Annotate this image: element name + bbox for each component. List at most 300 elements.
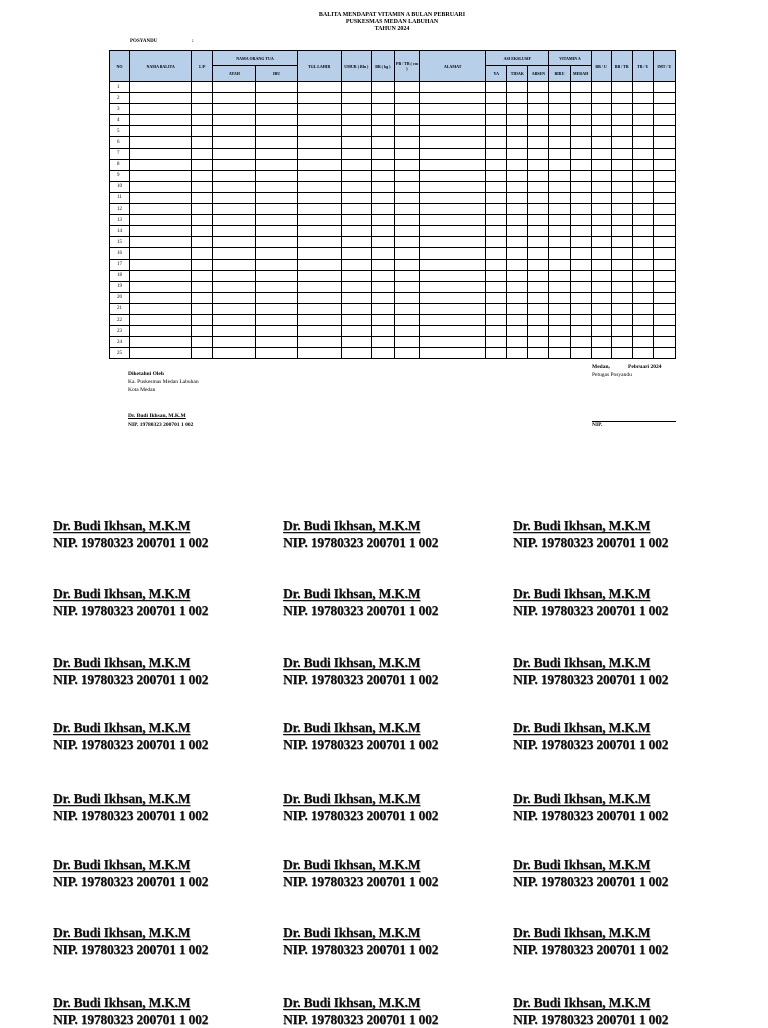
table-cell bbox=[611, 326, 632, 337]
row-number: 1 bbox=[110, 82, 130, 93]
stamp-nip: NIP. 19780323 200701 1 002 bbox=[513, 603, 669, 618]
table-cell bbox=[256, 314, 297, 325]
petugas-nip-label: NIP. bbox=[592, 422, 603, 428]
table-cell bbox=[611, 148, 632, 159]
table-cell bbox=[130, 148, 192, 159]
table-cell bbox=[341, 148, 371, 159]
table-cell bbox=[213, 237, 256, 248]
table-cell bbox=[486, 204, 507, 215]
table-cell bbox=[486, 326, 507, 337]
table-cell bbox=[341, 303, 371, 314]
row-number: 4 bbox=[110, 115, 130, 126]
table-row bbox=[110, 237, 676, 248]
row-number: 20 bbox=[110, 292, 130, 303]
stamp-name: Dr. Budi Ikhsan, M.K.M bbox=[53, 518, 191, 533]
table-cell bbox=[213, 93, 256, 104]
table-cell bbox=[653, 248, 675, 259]
stamp-name: Dr. Budi Ikhsan, M.K.M bbox=[53, 925, 191, 940]
table-cell bbox=[528, 93, 549, 104]
table-cell bbox=[341, 115, 371, 126]
header-tgl-lahir: TGL LAHIR bbox=[297, 51, 341, 82]
stamp-nip: NIP. 19780323 200701 1 002 bbox=[513, 808, 669, 823]
table-cell bbox=[507, 292, 528, 303]
table-cell bbox=[130, 281, 192, 292]
table-cell bbox=[591, 226, 611, 237]
stamp-block bbox=[513, 517, 668, 551]
table-cell bbox=[371, 93, 394, 104]
table-row bbox=[110, 93, 676, 104]
table-cell bbox=[192, 281, 213, 292]
table-cell bbox=[549, 326, 570, 337]
stamp-block bbox=[53, 585, 208, 619]
table-cell bbox=[341, 270, 371, 281]
stamp-block bbox=[53, 856, 208, 890]
stamp-block bbox=[513, 856, 668, 890]
table-cell bbox=[256, 192, 297, 203]
table-cell bbox=[256, 93, 297, 104]
table-cell bbox=[256, 348, 297, 359]
table-cell bbox=[297, 181, 341, 192]
header-biru: BIRU bbox=[549, 66, 570, 82]
table-cell bbox=[130, 303, 192, 314]
table-cell bbox=[486, 292, 507, 303]
table-cell bbox=[507, 215, 528, 226]
table-cell bbox=[507, 137, 528, 148]
table-cell bbox=[591, 204, 611, 215]
table-cell bbox=[632, 204, 653, 215]
table-cell bbox=[486, 337, 507, 348]
table-cell bbox=[213, 270, 256, 281]
table-cell bbox=[570, 215, 591, 226]
table-cell bbox=[528, 270, 549, 281]
table-cell bbox=[371, 192, 394, 203]
table-cell bbox=[653, 137, 675, 148]
table-cell bbox=[611, 137, 632, 148]
table-cell bbox=[213, 159, 256, 170]
table-cell bbox=[341, 93, 371, 104]
table-cell bbox=[213, 170, 256, 181]
table-cell bbox=[420, 204, 486, 215]
table-cell bbox=[611, 115, 632, 126]
table-cell bbox=[213, 337, 256, 348]
table-cell bbox=[394, 281, 419, 292]
table-cell bbox=[130, 115, 192, 126]
table-cell bbox=[130, 93, 192, 104]
table-cell bbox=[486, 192, 507, 203]
table-cell bbox=[213, 204, 256, 215]
table-cell bbox=[549, 259, 570, 270]
table-cell bbox=[130, 348, 192, 359]
table-cell bbox=[192, 104, 213, 115]
table-cell bbox=[297, 104, 341, 115]
table-cell bbox=[486, 248, 507, 259]
table-cell bbox=[591, 115, 611, 126]
table-cell bbox=[192, 248, 213, 259]
stamp-block bbox=[283, 654, 438, 688]
table-row bbox=[110, 115, 676, 126]
table-cell bbox=[528, 226, 549, 237]
posyandu-colon: : bbox=[192, 39, 194, 44]
table-cell bbox=[394, 204, 419, 215]
table-cell bbox=[371, 248, 394, 259]
table-cell bbox=[570, 303, 591, 314]
table-cell bbox=[341, 159, 371, 170]
table-cell bbox=[528, 181, 549, 192]
header-ibu: IBU bbox=[256, 66, 297, 82]
table-cell bbox=[507, 170, 528, 181]
table-cell bbox=[192, 337, 213, 348]
stamp-nip: NIP. 19780323 200701 1 002 bbox=[53, 942, 209, 957]
table-cell bbox=[611, 192, 632, 203]
table-cell bbox=[653, 159, 675, 170]
table-cell bbox=[256, 181, 297, 192]
table-cell bbox=[420, 148, 486, 159]
table-cell bbox=[341, 137, 371, 148]
table-cell bbox=[213, 104, 256, 115]
row-number: 16 bbox=[110, 248, 130, 259]
table-cell bbox=[297, 348, 341, 359]
table-cell bbox=[611, 303, 632, 314]
table-cell bbox=[653, 192, 675, 203]
table-cell bbox=[528, 204, 549, 215]
petugas-label: Petugas Posyandu bbox=[592, 372, 632, 378]
table-row bbox=[110, 137, 676, 148]
table-cell bbox=[213, 292, 256, 303]
header-tb-u: TB / U bbox=[632, 51, 653, 82]
table-cell bbox=[528, 303, 549, 314]
table-cell bbox=[486, 104, 507, 115]
doc-title-line2: PUSKESMAS MEDAN LABUHAN bbox=[345, 19, 439, 25]
table-cell bbox=[420, 82, 486, 93]
stamp-block bbox=[53, 517, 208, 551]
table-cell bbox=[507, 348, 528, 359]
table-cell bbox=[420, 93, 486, 104]
table-cell bbox=[653, 237, 675, 248]
table-cell bbox=[570, 237, 591, 248]
table-cell bbox=[528, 292, 549, 303]
table-cell bbox=[394, 303, 419, 314]
table-cell bbox=[549, 292, 570, 303]
table-cell bbox=[256, 237, 297, 248]
table-cell bbox=[192, 270, 213, 281]
table-cell bbox=[486, 270, 507, 281]
table-cell bbox=[256, 226, 297, 237]
stamp-name: Dr. Budi Ikhsan, M.K.M bbox=[53, 791, 191, 806]
table-cell bbox=[341, 126, 371, 137]
table-cell bbox=[341, 248, 371, 259]
stamp-block bbox=[53, 994, 208, 1028]
table-cell bbox=[591, 337, 611, 348]
table-cell bbox=[213, 281, 256, 292]
table-row bbox=[110, 159, 676, 170]
table-cell bbox=[570, 181, 591, 192]
table-row bbox=[110, 104, 676, 115]
stamp-name: Dr. Budi Ikhsan, M.K.M bbox=[283, 791, 421, 806]
stamp-name: Dr. Budi Ikhsan, M.K.M bbox=[53, 720, 191, 735]
table-cell bbox=[394, 159, 419, 170]
table-cell bbox=[507, 226, 528, 237]
table-cell bbox=[420, 104, 486, 115]
table-cell bbox=[297, 137, 341, 148]
table-cell bbox=[256, 170, 297, 181]
table-row bbox=[110, 181, 676, 192]
table-cell bbox=[420, 181, 486, 192]
table-cell bbox=[213, 215, 256, 226]
table-cell bbox=[130, 137, 192, 148]
header-tidak: TIDAK bbox=[507, 66, 528, 82]
table-cell bbox=[371, 137, 394, 148]
table-cell bbox=[528, 259, 549, 270]
table-cell bbox=[611, 237, 632, 248]
stamp-name: Dr. Budi Ikhsan, M.K.M bbox=[513, 791, 651, 806]
table-cell bbox=[371, 259, 394, 270]
table-cell bbox=[420, 226, 486, 237]
stamp-nip: NIP. 19780323 200701 1 002 bbox=[283, 603, 439, 618]
table-cell bbox=[371, 148, 394, 159]
table-cell bbox=[420, 137, 486, 148]
table-cell bbox=[420, 159, 486, 170]
row-number: 14 bbox=[110, 226, 130, 237]
table-cell bbox=[611, 292, 632, 303]
table-cell bbox=[507, 115, 528, 126]
table-cell bbox=[394, 170, 419, 181]
table-cell bbox=[130, 215, 192, 226]
table-cell bbox=[486, 215, 507, 226]
table-cell bbox=[528, 215, 549, 226]
table-cell bbox=[192, 115, 213, 126]
table-cell bbox=[130, 159, 192, 170]
table-cell bbox=[420, 259, 486, 270]
stamp-nip: NIP. 19780323 200701 1 002 bbox=[53, 737, 209, 752]
table-row bbox=[110, 348, 676, 359]
stamp-nip: NIP. 19780323 200701 1 002 bbox=[53, 672, 209, 687]
table-cell bbox=[632, 192, 653, 203]
table-cell bbox=[297, 270, 341, 281]
table-cell bbox=[653, 259, 675, 270]
table-cell bbox=[632, 137, 653, 148]
table-cell bbox=[507, 270, 528, 281]
table-cell bbox=[341, 337, 371, 348]
table-cell bbox=[486, 259, 507, 270]
table-cell bbox=[213, 137, 256, 148]
stamp-name: Dr. Budi Ikhsan, M.K.M bbox=[513, 518, 651, 533]
table-cell bbox=[507, 93, 528, 104]
table-cell bbox=[192, 159, 213, 170]
stamp-name: Dr. Budi Ikhsan, M.K.M bbox=[283, 655, 421, 670]
table-cell bbox=[570, 104, 591, 115]
stamp-block bbox=[283, 585, 438, 619]
row-number: 21 bbox=[110, 303, 130, 314]
stamp-nip: NIP. 19780323 200701 1 002 bbox=[53, 1012, 209, 1027]
table-cell bbox=[256, 248, 297, 259]
row-number: 17 bbox=[110, 259, 130, 270]
posyandu-field bbox=[130, 39, 194, 44]
stamp-nip: NIP. 19780323 200701 1 002 bbox=[513, 672, 669, 687]
table-row bbox=[110, 314, 676, 325]
table-cell bbox=[507, 192, 528, 203]
table-cell bbox=[341, 104, 371, 115]
table-cell bbox=[297, 326, 341, 337]
table-cell bbox=[341, 181, 371, 192]
table-row bbox=[110, 337, 676, 348]
table-cell bbox=[632, 181, 653, 192]
table-cell bbox=[371, 348, 394, 359]
table-cell bbox=[570, 159, 591, 170]
table-cell bbox=[611, 281, 632, 292]
table-row bbox=[110, 148, 676, 159]
table-cell bbox=[256, 326, 297, 337]
header-merah: MERAH bbox=[570, 66, 591, 82]
table-cell bbox=[420, 348, 486, 359]
table-cell bbox=[653, 337, 675, 348]
table-cell bbox=[507, 104, 528, 115]
table-cell bbox=[591, 93, 611, 104]
table-cell bbox=[420, 215, 486, 226]
table-cell bbox=[632, 215, 653, 226]
table-cell bbox=[256, 148, 297, 159]
table-cell bbox=[570, 326, 591, 337]
table-cell bbox=[341, 226, 371, 237]
table-cell bbox=[371, 104, 394, 115]
table-cell bbox=[549, 204, 570, 215]
table-cell bbox=[570, 82, 591, 93]
table-cell bbox=[192, 137, 213, 148]
stamp-nip: NIP. 19780323 200701 1 002 bbox=[283, 1012, 439, 1027]
table-cell bbox=[213, 148, 256, 159]
row-number: 15 bbox=[110, 237, 130, 248]
table-cell bbox=[549, 281, 570, 292]
row-number: 18 bbox=[110, 270, 130, 281]
table-cell bbox=[130, 259, 192, 270]
header-umur: UMUR ( Bln ) bbox=[341, 51, 371, 82]
table-cell bbox=[192, 292, 213, 303]
table-cell bbox=[653, 326, 675, 337]
header-ayah: AYAH bbox=[213, 66, 256, 82]
table-cell bbox=[486, 93, 507, 104]
table-cell bbox=[394, 148, 419, 159]
table-cell bbox=[341, 348, 371, 359]
table-cell bbox=[371, 281, 394, 292]
header-absen: ABSEN bbox=[528, 66, 549, 82]
table-cell bbox=[213, 248, 256, 259]
stamp-block bbox=[283, 517, 438, 551]
header-bb-u: BB / U bbox=[591, 51, 611, 82]
table-cell bbox=[486, 126, 507, 137]
table-cell bbox=[297, 292, 341, 303]
table-cell bbox=[486, 137, 507, 148]
table-cell bbox=[549, 248, 570, 259]
row-number: 11 bbox=[110, 192, 130, 203]
table-cell bbox=[486, 82, 507, 93]
table-cell bbox=[549, 192, 570, 203]
table-cell bbox=[632, 159, 653, 170]
table-cell bbox=[297, 148, 341, 159]
table-cell bbox=[420, 248, 486, 259]
table-cell bbox=[371, 215, 394, 226]
table-cell bbox=[528, 137, 549, 148]
table-cell bbox=[371, 115, 394, 126]
table-cell bbox=[420, 237, 486, 248]
table-cell bbox=[297, 170, 341, 181]
header-pb-tb: PB / TB ( cm ) bbox=[394, 51, 419, 82]
table-cell bbox=[591, 326, 611, 337]
table-cell bbox=[632, 126, 653, 137]
table-cell bbox=[528, 104, 549, 115]
table-cell bbox=[570, 126, 591, 137]
row-number: 24 bbox=[110, 337, 130, 348]
table-cell bbox=[486, 226, 507, 237]
table-cell bbox=[130, 192, 192, 203]
table-cell bbox=[611, 93, 632, 104]
table-cell bbox=[632, 93, 653, 104]
table-cell bbox=[549, 226, 570, 237]
table-cell bbox=[486, 159, 507, 170]
table-cell bbox=[507, 126, 528, 137]
header-alamat: ALAMAT bbox=[420, 51, 486, 82]
table-cell bbox=[297, 115, 341, 126]
table-cell bbox=[591, 104, 611, 115]
stamp-name: Dr. Budi Ikhsan, M.K.M bbox=[513, 925, 651, 940]
table-cell bbox=[394, 270, 419, 281]
table-cell bbox=[192, 348, 213, 359]
table-cell bbox=[420, 314, 486, 325]
row-number: 10 bbox=[110, 181, 130, 192]
table-cell bbox=[192, 237, 213, 248]
table-cell bbox=[507, 326, 528, 337]
table-cell bbox=[611, 181, 632, 192]
table-cell bbox=[528, 82, 549, 93]
table-cell bbox=[420, 326, 486, 337]
table-cell bbox=[394, 181, 419, 192]
stamp-name: Dr. Budi Ikhsan, M.K.M bbox=[53, 586, 191, 601]
table-cell bbox=[130, 314, 192, 325]
table-cell bbox=[130, 126, 192, 137]
table-cell bbox=[611, 104, 632, 115]
table-cell bbox=[371, 314, 394, 325]
row-number: 5 bbox=[110, 126, 130, 137]
stamp-nip: NIP. 19780323 200701 1 002 bbox=[283, 874, 439, 889]
table-row bbox=[110, 192, 676, 203]
table-cell bbox=[213, 259, 256, 270]
table-cell bbox=[528, 170, 549, 181]
table-cell bbox=[507, 259, 528, 270]
table-cell bbox=[507, 303, 528, 314]
table-cell bbox=[549, 170, 570, 181]
table-cell bbox=[653, 226, 675, 237]
table-cell bbox=[591, 170, 611, 181]
table-cell bbox=[394, 237, 419, 248]
month-year: Pebruari 2024 bbox=[628, 364, 662, 370]
stamp-block bbox=[513, 585, 668, 619]
table-cell bbox=[371, 226, 394, 237]
table-cell bbox=[591, 303, 611, 314]
row-number: 23 bbox=[110, 326, 130, 337]
table-cell bbox=[371, 159, 394, 170]
diketahui-label: Diketahui Oleh bbox=[128, 371, 164, 377]
table-row bbox=[110, 204, 676, 215]
table-cell bbox=[528, 348, 549, 359]
table-cell bbox=[570, 348, 591, 359]
doc-title-line1: BALITA MENDAPAT VITAMIN A BULAN PEBRUARI bbox=[318, 12, 466, 18]
table-cell bbox=[591, 159, 611, 170]
stamp-block bbox=[513, 719, 668, 753]
table-row bbox=[110, 248, 676, 259]
header-bb-tb: BB / TB bbox=[611, 51, 632, 82]
table-cell bbox=[192, 126, 213, 137]
table-cell bbox=[507, 82, 528, 93]
table-cell bbox=[549, 137, 570, 148]
table-cell bbox=[130, 270, 192, 281]
